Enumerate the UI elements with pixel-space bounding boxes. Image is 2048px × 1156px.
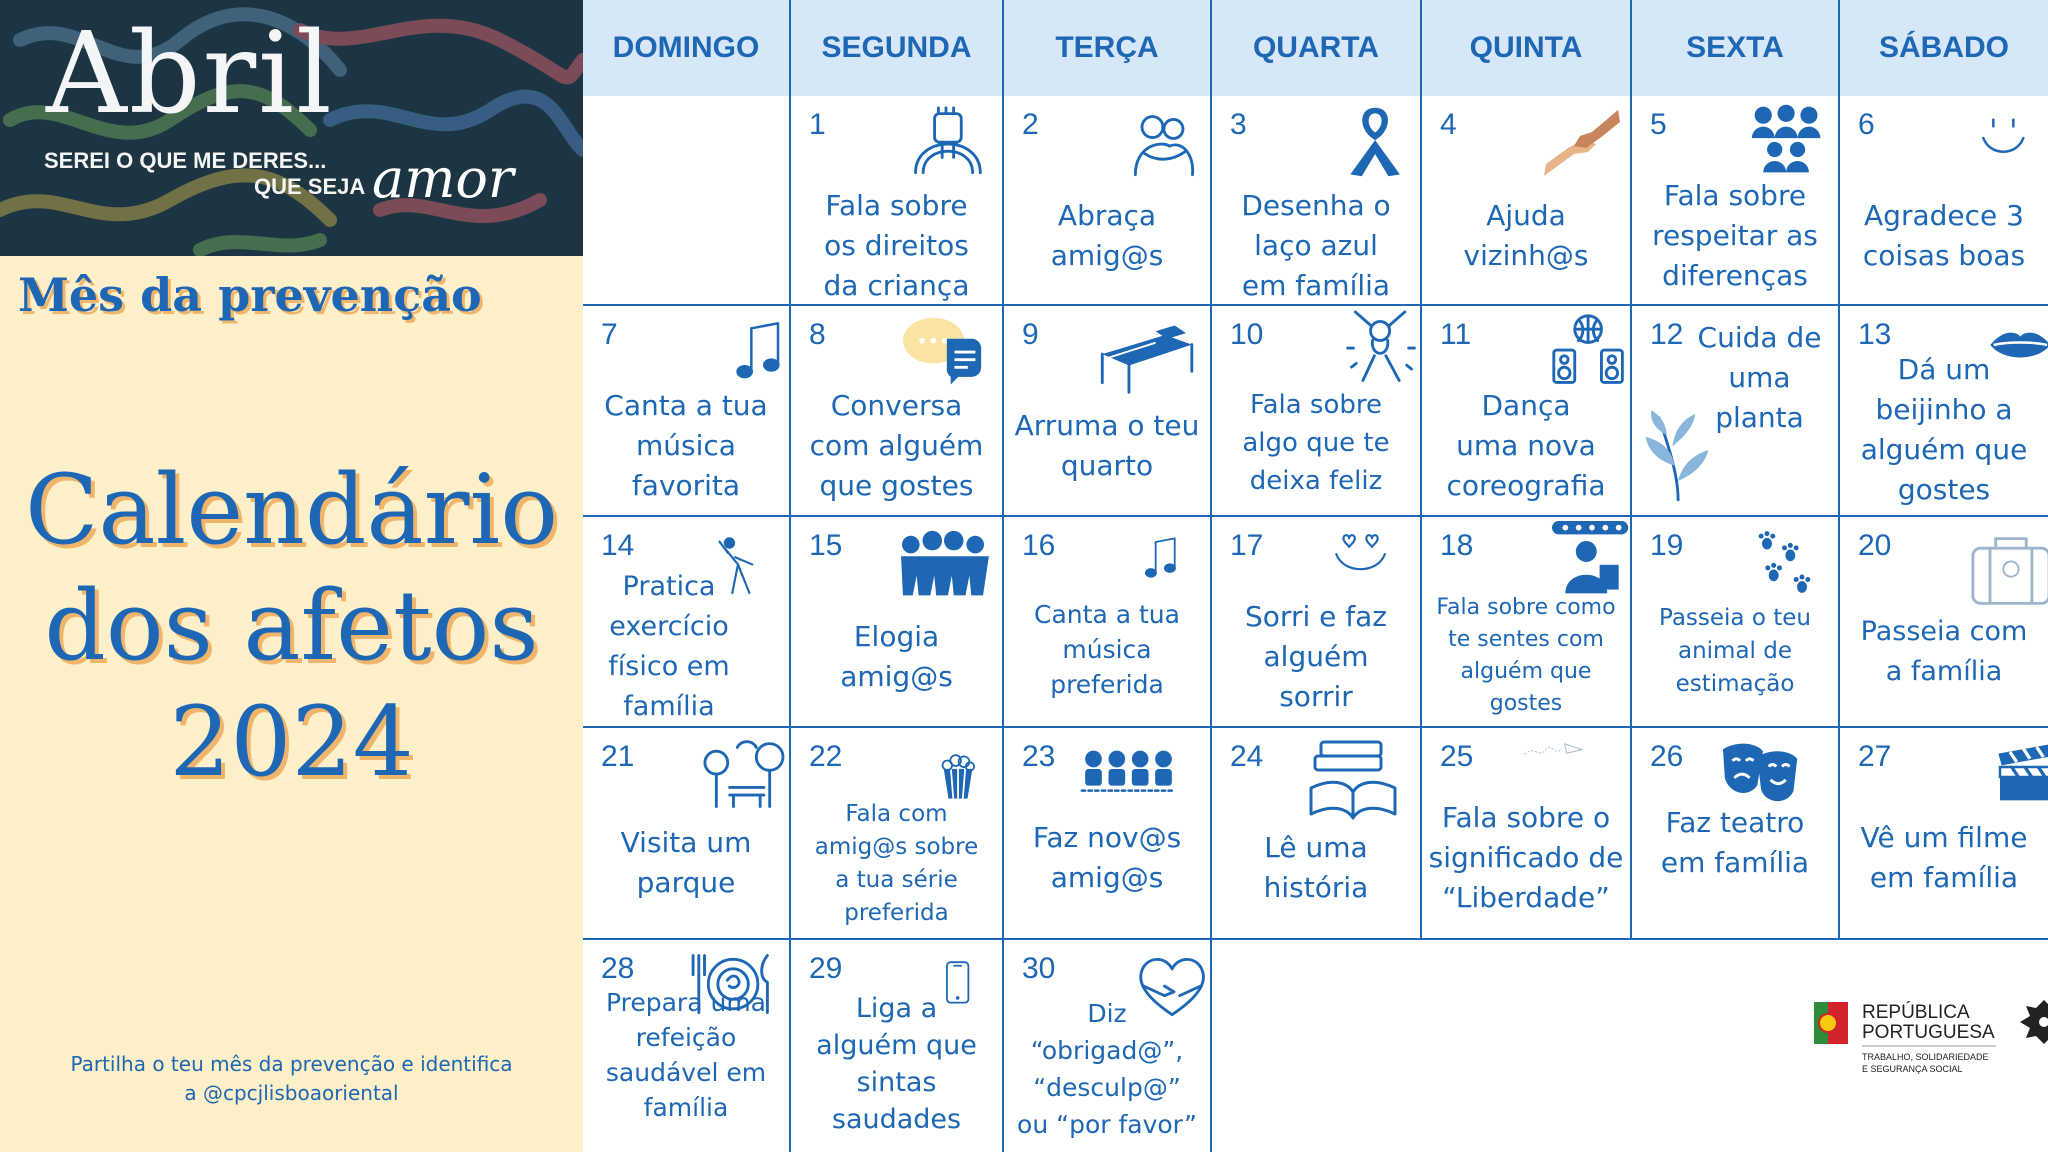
day-cell-2	[1004, 96, 1212, 306]
day-cell-25	[1422, 728, 1632, 940]
day-cell-1	[791, 96, 1004, 306]
day-activity: Vê um filme em família	[1860, 821, 2028, 894]
diverse-people-icon	[1748, 100, 1828, 180]
day-activity: Fala sobre os direitos da criança	[823, 189, 970, 302]
day-cell-23	[1004, 728, 1212, 940]
day-cell-7	[583, 306, 791, 517]
day-number: 5	[1650, 108, 1667, 141]
park-bench-icon	[703, 736, 783, 816]
day-number: 3	[1230, 108, 1247, 141]
day-activity: Arruma o teu quarto	[1014, 409, 1200, 482]
subtitle: Mês da prevenção	[18, 268, 482, 322]
weekday-sexta: SEXTA	[1632, 0, 1840, 96]
republica-line1: REPÚBLICA	[1862, 1002, 1970, 1023]
day-cell-17	[1212, 517, 1422, 728]
day-number: 24	[1230, 740, 1264, 773]
day-cell-22	[791, 728, 1004, 940]
day-cell-26	[1632, 728, 1840, 940]
day-activity: Diz “obrigad@”, “desculp@” ou “por favor”	[1017, 999, 1197, 1139]
bed-icon	[1096, 316, 1200, 396]
day-activity: Faz teatro em família	[1660, 806, 1810, 879]
day-number: 11	[1440, 318, 1472, 351]
books-icon	[1307, 738, 1397, 828]
paper-plane-icon	[1492, 740, 1617, 780]
day-activity: Prepara uma refeição saudável em família	[605, 988, 767, 1122]
day-activity: Cuida de uma planta	[1697, 321, 1822, 434]
day-cell-6	[1840, 96, 2048, 306]
day-cell-28	[583, 940, 791, 1152]
day-cell-3	[1212, 96, 1422, 306]
tagline-line1: SEREI O QUE ME DERES...	[44, 148, 327, 173]
smile-icon	[1970, 108, 2040, 178]
day-activity: Fala sobre como te sentes com alguém que gostes	[1436, 595, 1616, 716]
day-activity: Fala com amig@s sobre a tua série preferida	[814, 801, 979, 926]
chalkboard-banner	[0, 0, 583, 256]
day-activity: Pratica exercício físico em família	[608, 571, 730, 722]
day-number: 1	[809, 108, 826, 141]
day-number: 6	[1858, 108, 1875, 141]
day-number: 25	[1440, 740, 1474, 773]
day-number: 7	[601, 318, 618, 351]
day-number: 17	[1230, 529, 1264, 562]
heart-eyes-smile-icon	[1322, 527, 1402, 587]
day-activity: Canta a tua música preferida	[1034, 600, 1180, 699]
day-activity: Visita um parque	[620, 826, 752, 899]
day-cell-27	[1840, 728, 2048, 940]
lisboa-logo	[2020, 1000, 2048, 1056]
day-cell-4	[1422, 96, 1632, 306]
day-number: 27	[1858, 740, 1892, 773]
weekday-quarta: QUARTA	[1212, 0, 1422, 96]
day-number: 23	[1022, 740, 1056, 773]
day-activity: Fala sobre algo que te deixa feliz	[1242, 390, 1390, 496]
logos-strip	[1796, 940, 2048, 1152]
day-activity: Passeia o teu animal de estimação	[1659, 605, 1811, 697]
day-number: 9	[1022, 318, 1039, 351]
raised-fist-icon	[906, 106, 986, 186]
tagline-script: amor	[372, 147, 514, 210]
republica-line2: PORTUGUESA	[1862, 1022, 1995, 1043]
weekday-terca: TERÇA	[1004, 0, 1212, 96]
day-number: 28	[601, 952, 635, 985]
day-cell-30	[1004, 940, 1212, 1152]
weekday-domingo: DOMINGO	[583, 0, 791, 96]
day-activity: Faz nov@s amig@s	[1032, 821, 1182, 894]
left-panel	[0, 0, 583, 1152]
day-cell-16	[1004, 517, 1212, 728]
day-number: 19	[1650, 529, 1684, 562]
disco-speakers-icon	[1550, 312, 1630, 392]
weekday-sabado: SÁBADO	[1840, 0, 2048, 96]
day-number: 22	[809, 740, 843, 773]
day-number: 20	[1858, 529, 1892, 562]
weekday-quinta: QUINTA	[1422, 0, 1632, 96]
chat-bubbles-icon	[899, 314, 989, 394]
day-number: 18	[1440, 529, 1474, 562]
day-cell-5	[1632, 96, 1840, 306]
suitcase-icon	[1965, 531, 2048, 611]
talking-person-icon	[1552, 521, 1632, 601]
weekday-segunda: SEGUNDA	[791, 0, 1004, 96]
day-cell-18	[1422, 517, 1632, 728]
day-activity: Canta a tua música favorita	[604, 389, 768, 502]
music-note-icon	[1139, 531, 1189, 591]
main-title-line3: 2024	[169, 686, 414, 798]
share-line1: Partilha o teu mês da prevenção e identifica	[70, 1052, 513, 1076]
republica-sub1: TRABALHO, SOLIDARIEDADE	[1862, 1052, 1989, 1062]
friends-group-icon	[896, 527, 991, 609]
day-cell-29	[791, 940, 1004, 1152]
day-cell-11	[1422, 306, 1632, 517]
day-number: 8	[809, 318, 826, 351]
day-activity: Fala sobre respeitar as diferenças	[1652, 179, 1818, 292]
day-activity: Dá um beijinho a alguém que gostes	[1860, 353, 2028, 506]
paw-prints-icon	[1757, 527, 1827, 607]
day-cell-19	[1632, 517, 1840, 728]
day-number: 21	[601, 740, 635, 773]
day-activity: Fala sobre o significado de “Liberdade”	[1428, 801, 1624, 914]
day-number: 13	[1858, 318, 1892, 351]
day-cell-empty	[583, 96, 791, 306]
day-number: 29	[809, 952, 843, 985]
day-number: 15	[809, 529, 843, 562]
day-activity: Desenha o laço azul em família	[1241, 189, 1391, 302]
day-cell-13	[1840, 306, 2048, 517]
main-title-line2: dos afetos	[44, 570, 539, 682]
day-cell-8	[791, 306, 1004, 517]
clapperboard-icon	[1990, 742, 2048, 812]
day-number: 2	[1022, 108, 1039, 141]
day-activity: Conversa com alguém que gostes	[809, 389, 984, 502]
partner-logos	[1796, 940, 2048, 1152]
tagline-line2: QUE SEJA	[254, 174, 366, 199]
day-activity: Lê uma história	[1263, 831, 1369, 904]
share-line2: a @cpcjlisboaoriental	[184, 1081, 399, 1105]
day-number: 12	[1650, 318, 1684, 351]
main-title-line1: Calendário	[24, 454, 559, 566]
day-number: 14	[601, 529, 635, 562]
day-cell-10	[1212, 306, 1422, 517]
jumping-girl-icon	[1342, 310, 1422, 390]
blue-ribbon-icon	[1337, 102, 1417, 182]
calendar-grid	[583, 0, 2048, 1152]
day-cell-21	[583, 728, 791, 940]
day-activity: Abraça amig@s	[1050, 199, 1164, 272]
children-row-icon	[1071, 744, 1201, 814]
republica-portuguesa-logo	[1814, 1001, 1996, 1074]
day-number: 26	[1650, 740, 1684, 773]
day-cell-14	[583, 517, 791, 728]
main-title	[0, 452, 583, 800]
day-activity: Dança uma nova coreografia	[1446, 389, 1606, 502]
day-number: 4	[1440, 108, 1457, 141]
day-cell-12	[1632, 306, 1840, 517]
republica-sub2: E SEGURANÇA SOCIAL	[1862, 1064, 1963, 1074]
day-number: 30	[1022, 952, 1056, 985]
day-cell-24	[1212, 728, 1422, 940]
day-activity: Ajuda vizinh@s	[1463, 199, 1589, 272]
day-cell-15	[791, 517, 1004, 728]
day-number: 10	[1230, 318, 1264, 351]
day-cell-20	[1840, 517, 2048, 728]
day-activity: Elogia amig@s	[840, 620, 953, 693]
helping-hands-icon	[1540, 104, 1630, 194]
day-cell-9	[1004, 306, 1212, 517]
day-number: 16	[1022, 529, 1056, 562]
day-activity: Agradece 3 coisas boas	[1862, 199, 2026, 272]
day-activity: Sorri e faz alguém sorrir	[1245, 600, 1387, 713]
day-activity: Liga a alguém que sintas saudades	[816, 993, 977, 1135]
hug-icon	[1122, 108, 1202, 188]
day-activity: Passeia com a família	[1860, 616, 2028, 687]
month-title: Abril	[46, 9, 334, 139]
music-note-icon	[728, 320, 798, 390]
share-note	[0, 1050, 583, 1108]
